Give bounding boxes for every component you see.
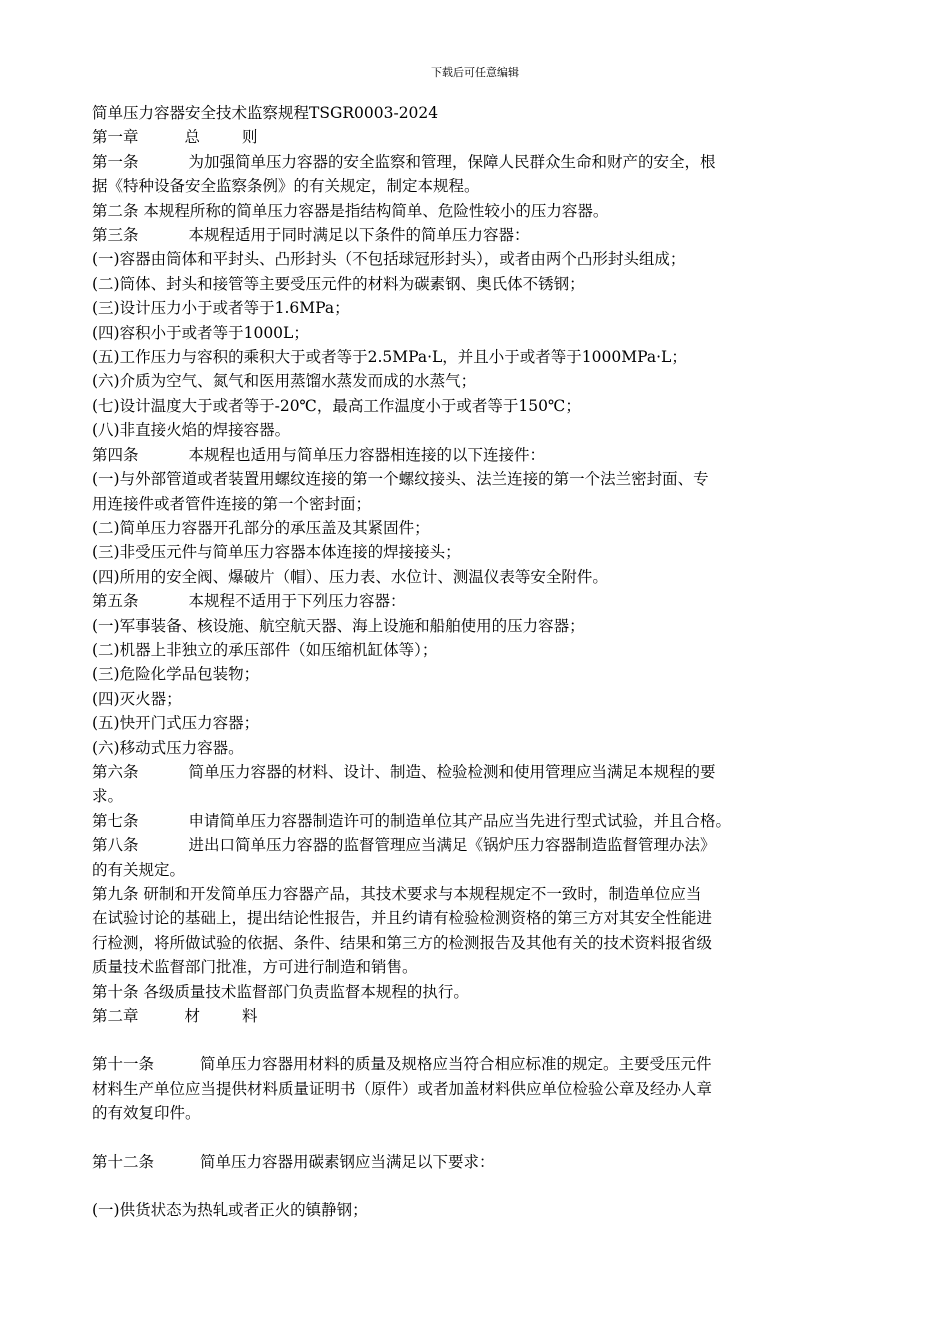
blank-line	[92, 1174, 862, 1198]
article-3-item: (二)筒体、封头和接管等主要受压元件的材料为碳素钢、奥氏体不锈钢；	[92, 274, 585, 293]
article-3-item: (八)非直接火焰的焊接容器。	[92, 421, 291, 440]
header-note: 下载后可任意编辑	[431, 66, 519, 79]
chapter-1-title-part-2: 则	[242, 128, 258, 147]
article-3-item: (六)介质为空气、氮气和医用蒸馏水蒸发而成的水蒸气；	[92, 372, 477, 391]
article-5-item: (三)危险化学品包装物；	[92, 665, 260, 684]
article-11-text-line-1: 简单压力容器用材料的质量及规格应当符合相应标准的规定。主要受压元件	[200, 1055, 712, 1074]
article-1	[92, 150, 862, 174]
article-3-item: (一)容器由筒体和平封头、凸形封头（不包括球冠形封头），或者由两个凸形封头组成；	[92, 250, 686, 269]
article-1-text-line-2: 据《特种设备安全监察条例》的有关规定，制定本规程。	[92, 177, 480, 196]
article-12-item-1: (一)供货状态为热轧或者正火的镇静钢；	[92, 1201, 368, 1220]
article-3-item: (三)设计压力小于或者等于1.6MPa；	[92, 299, 350, 318]
chapter-2-title-part-2: 料	[242, 1007, 258, 1026]
article-5	[92, 589, 862, 613]
article-4-item-1-line-1: (一)与外部管道或者装置用螺纹连接的第一个螺纹接头、法兰连接的第一个法兰密封面、专	[92, 470, 709, 489]
chapter-1-title-part-1: 总	[184, 128, 201, 147]
article-9-line: 质量技术监督部门批准，方可进行制造和销售。	[92, 958, 418, 977]
article-12	[92, 1150, 862, 1174]
chapter-1-heading	[92, 125, 862, 149]
chapter-2-number: 第二章	[92, 1007, 139, 1026]
article-10: 第十条 各级质量技术监督部门负责监督本规程的执行。	[92, 982, 469, 1001]
article-4-text: 本规程也适用与简单压力容器相连接的以下连接件：	[188, 445, 546, 464]
chapter-2-title-part-1: 材	[184, 1007, 201, 1026]
article-3-text: 本规程适用于同时满足以下条件的简单压力容器：	[188, 226, 530, 245]
article-1-text-line-1: 为加强简单压力容器的安全监察和管理，保障人民群众生命和财产的安全，根	[188, 152, 716, 171]
article-9-line: 在试验讨论的基础上，提出结论性报告，并且约请有检验检测资格的第三方对其安全性能进	[92, 909, 713, 928]
chapter-2-heading	[92, 1004, 862, 1028]
article-4	[92, 443, 862, 467]
article-6-text-line-1: 简单压力容器的材料、设计、制造、检验检测和使用管理应当满足本规程的要	[188, 762, 716, 781]
document-title: 简单压力容器安全技术监察规程TSGR0003-2024	[92, 104, 439, 122]
article-11	[92, 1052, 862, 1076]
article-3-item: (七)设计温度大于或者等于-20℃，最高工作温度小于或者等于150℃；	[92, 396, 581, 415]
article-4-item: (四)所用的安全阀、爆破片（帽）、压力表、水位计、测温仪表等安全附件。	[92, 567, 608, 586]
article-9-line: 第九条 研制和开发简单压力容器产品，其技术要求与本规程规定不一致时，制造单位应当	[92, 885, 702, 903]
article-5-item: (五)快开门式压力容器；	[92, 714, 260, 733]
article-4-item: (三)非受压元件与简单压力容器本体连接的焊接接头；	[92, 543, 461, 562]
article-11-text-line-2: 材料生产单位应当提供材料质量证明书（原件）或者加盖材料供应单位检验公章及经办人章	[92, 1079, 713, 1098]
article-3-label: 第三条	[92, 226, 139, 245]
article-8	[92, 833, 862, 857]
article-5-item: (六)移动式压力容器。	[92, 738, 244, 757]
article-1-label: 第一条	[92, 152, 139, 171]
article-5-text: 本规程不适用于下列压力容器：	[188, 592, 406, 611]
article-2: 第二条 本规程所称的简单压力容器是指结构简单、危险性较小的压力容器。	[92, 201, 609, 220]
article-5-item: (四)灭火器；	[92, 689, 182, 708]
chapter-1-number: 第一章	[92, 128, 139, 147]
blank-line	[92, 1126, 862, 1150]
article-7	[92, 809, 862, 833]
article-5-item: (一)军事装备、核设施、航空航天器、海上设施和船舶使用的压力容器；	[92, 616, 585, 635]
article-8-text-line-1: 进出口简单压力容器的监督管理应当满足《锅炉压力容器制造监督管理办法》	[188, 836, 716, 855]
article-5-label: 第五条	[92, 592, 139, 611]
article-5-item: (二)机器上非独立的承压部件（如压缩机缸体等）；	[92, 640, 438, 659]
article-7-text: 申请简单压力容器制造许可的制造单位其产品应当先进行型式试验，并且合格。	[188, 811, 732, 830]
article-11-text-line-3: 的有效复印件。	[92, 1104, 201, 1123]
article-3-item: (五)工作压力与容积的乘积大于或者等于2.5MPa·L，并且小于或者等于1000MPa·L；	[92, 348, 687, 367]
article-4-label: 第四条	[92, 445, 139, 464]
article-6	[92, 760, 862, 784]
article-6-label: 第六条	[92, 762, 139, 781]
blank-line	[92, 1028, 862, 1052]
article-3	[92, 223, 862, 247]
article-11-label: 第十一条	[92, 1055, 155, 1074]
article-3-item: (四)容积小于或者等于1000L；	[92, 323, 309, 342]
article-9-line: 行检测，将所做试验的依据、条件、结果和第三方的检测报告及其他有关的技术资料报省级	[92, 933, 713, 952]
document-body	[92, 101, 862, 1222]
article-7-label: 第七条	[92, 811, 139, 830]
article-12-label: 第十二条	[92, 1152, 155, 1171]
article-12-text: 简单压力容器用碳素钢应当满足以下要求：	[200, 1152, 495, 1171]
article-8-text-line-2: 的有关规定。	[92, 860, 186, 879]
article-4-item: (二)简单压力容器开孔部分的承压盖及其紧固件；	[92, 518, 430, 537]
article-6-text-line-2: 求。	[92, 787, 124, 806]
article-8-label: 第八条	[92, 836, 139, 855]
article-4-item-1-line-2: 用连接件或者管件连接的第一个密封面；	[92, 494, 372, 513]
